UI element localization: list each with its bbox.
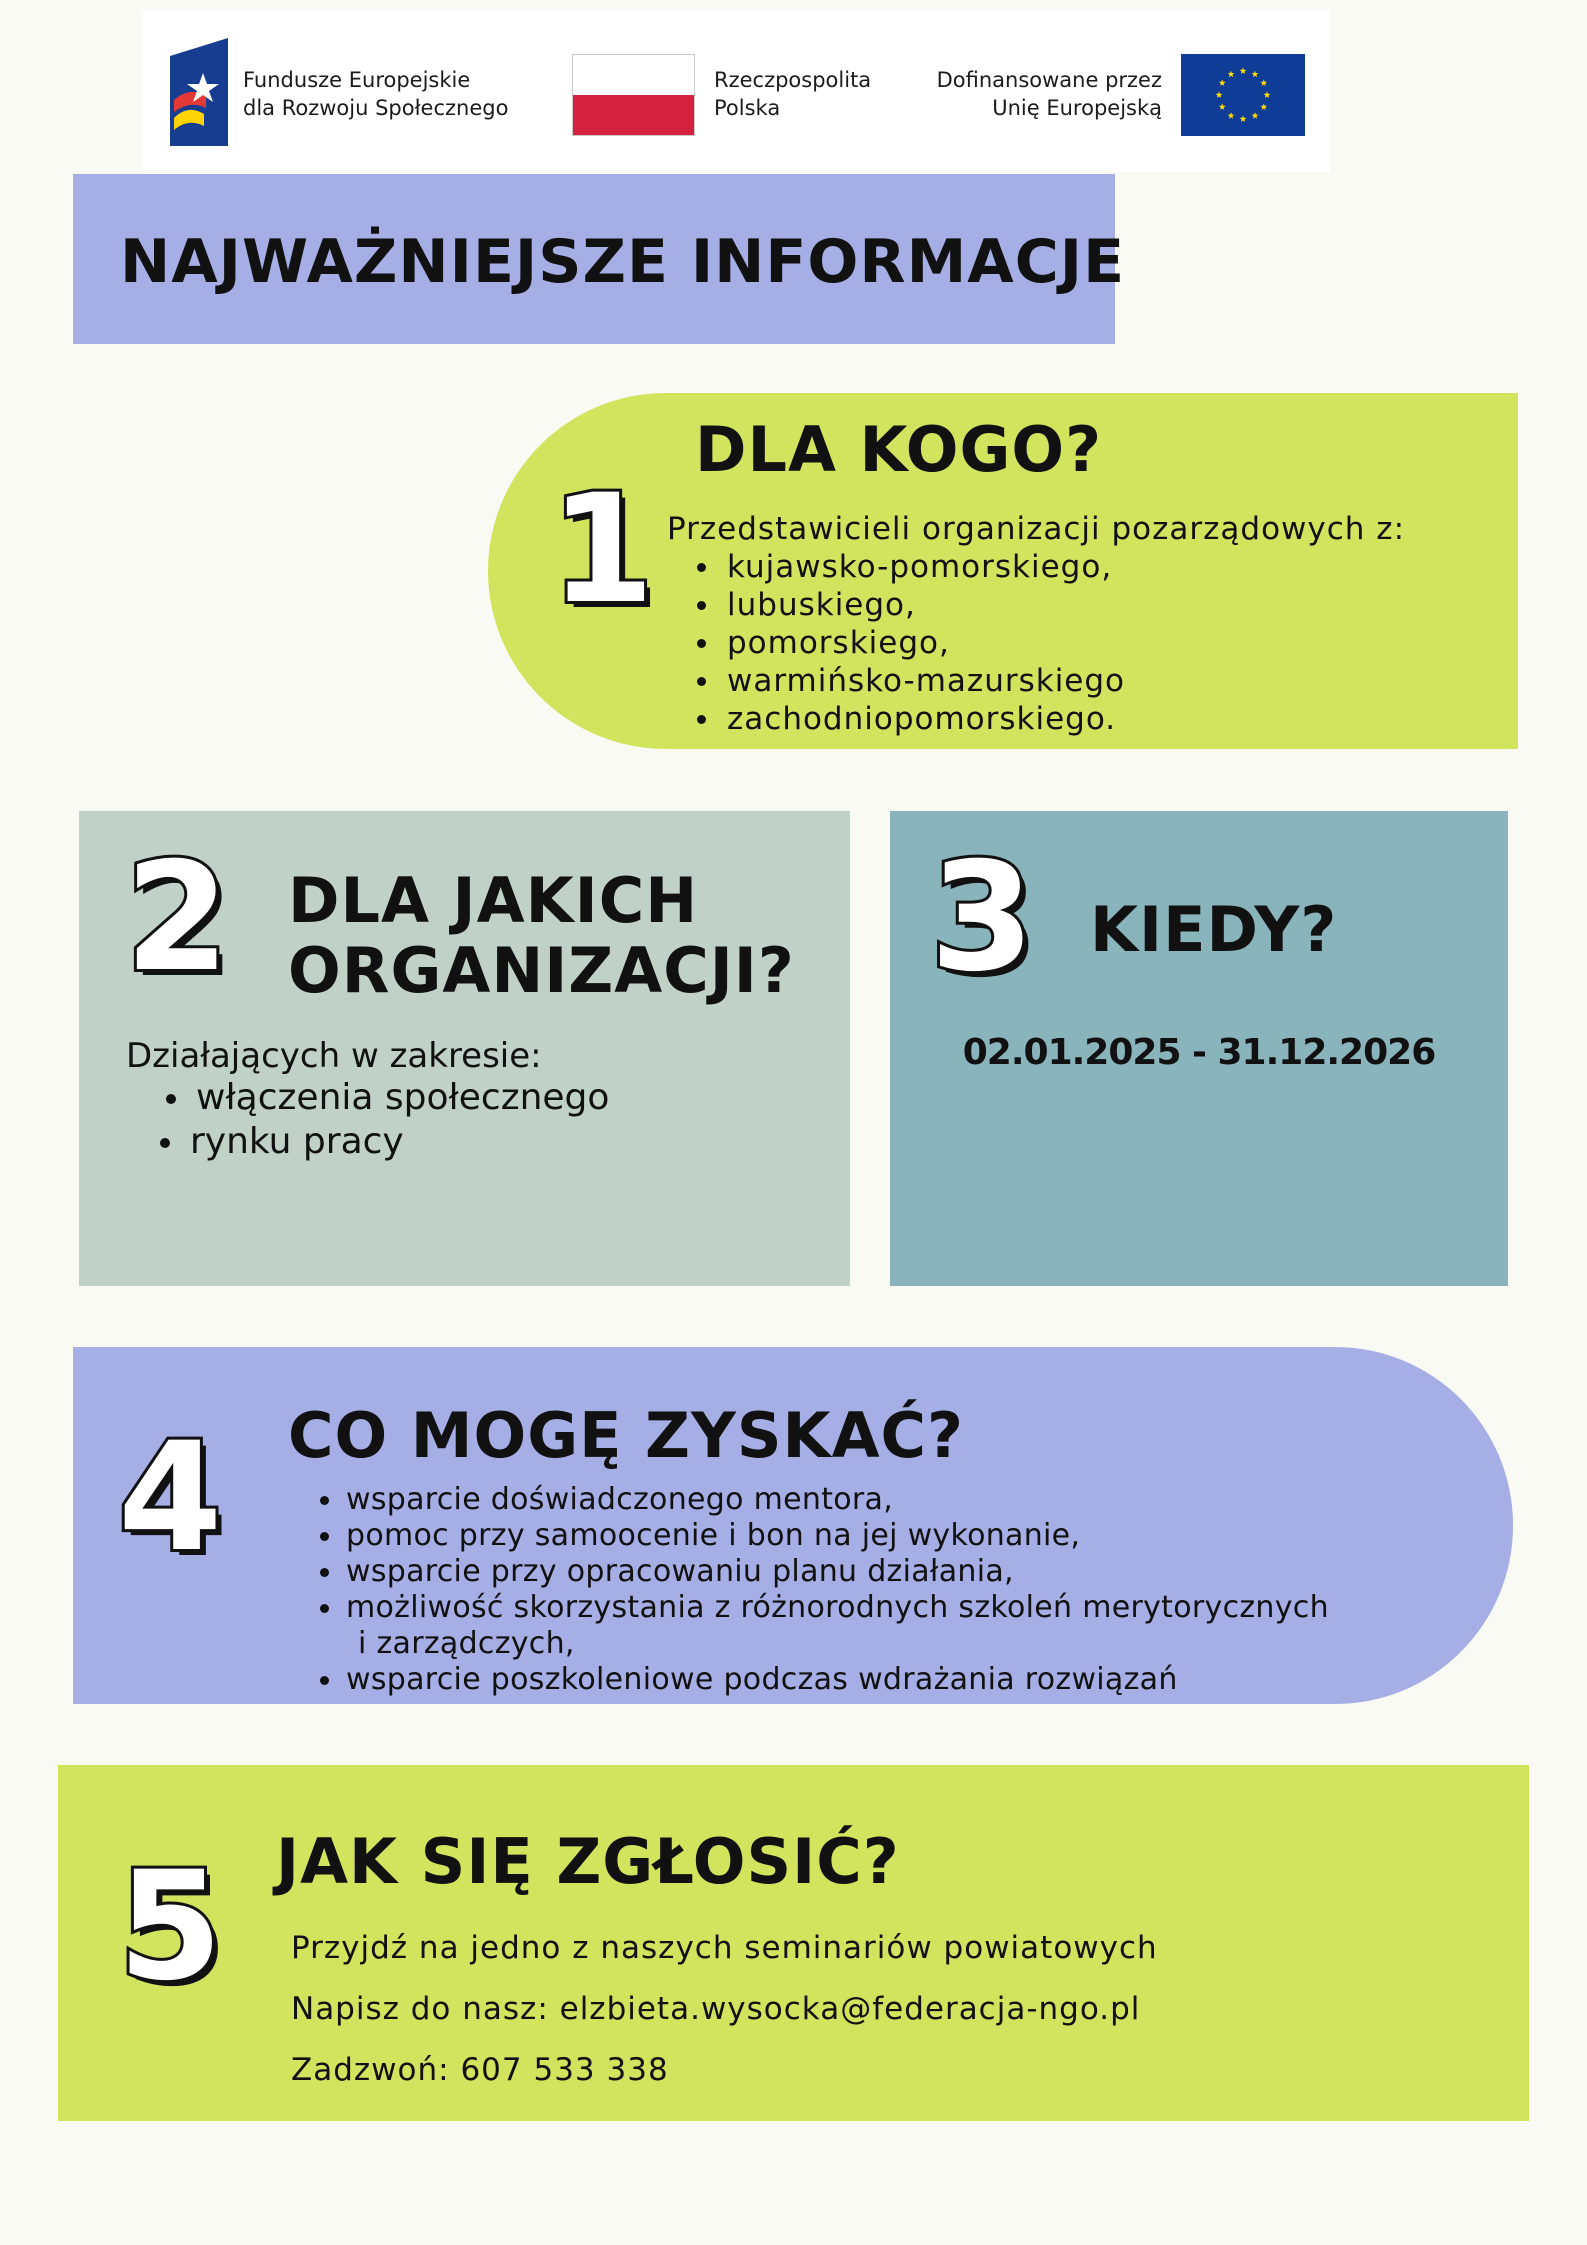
section-2-title-line2: ORGANIZACJI?: [288, 934, 795, 1007]
list-item: pomoc przy samoocenie i bon na jej wykonanie,: [318, 1518, 1329, 1554]
list-item: włączenia społecznego: [158, 1076, 609, 1120]
page-title: NAJWAŻNIEJSZE INFORMACJE: [120, 227, 1126, 297]
section-4-list: [318, 1482, 1329, 1698]
fundusze-europejskie-logo: [170, 38, 228, 146]
contact-seminar-text: Przyjdź na jedno z naszych seminariów powiatowych: [291, 1930, 1158, 1966]
polish-flag-icon: [572, 54, 695, 136]
section-1-list: [693, 548, 1125, 738]
list-item: wsparcie poszkoleniowe podczas wdrażania rozwiązań: [318, 1662, 1329, 1698]
list-item-text: możliwość skorzystania z różnorodnych szkoleń merytorycznych: [346, 1590, 1329, 1625]
eu-logo-line2: Unię Europejską: [992, 96, 1162, 120]
pl-logo-text: [714, 66, 871, 122]
section-2-number: 2: [125, 831, 230, 1005]
section-2-intro: Działających w zakresie:: [126, 1036, 542, 1076]
section-3-number: 3: [930, 831, 1035, 1005]
contact-phone-text[interactable]: Zadzwoń: 607 533 338: [291, 2052, 669, 2088]
section-5-title: JAK SIĘ ZGŁOSIĆ?: [276, 1825, 900, 1898]
list-item: rynku pracy: [152, 1120, 404, 1164]
contact-email-text[interactable]: Napisz do nasz: elzbieta.wysocka@federacja-ngo.pl: [291, 1991, 1141, 2027]
list-item: kujawsko-pomorskiego,: [693, 548, 1125, 586]
list-item: [318, 1590, 1329, 1662]
eu-logo-text: [900, 66, 1162, 122]
section-3-title: KIEDY?: [1090, 893, 1338, 966]
list-item: warmińsko-mazurskiego: [693, 662, 1125, 700]
list-item: zachodniopomorskiego.: [693, 700, 1125, 738]
date-range: 02.01.2025 - 31.12.2026: [962, 1032, 1436, 1073]
section-1-title: DLA KOGO?: [695, 413, 1103, 486]
section-4-title: CO MOGĘ ZYSKAĆ?: [288, 1399, 965, 1472]
pl-logo-line1: Rzeczpospolita: [714, 68, 872, 92]
list-item: lubuskiego,: [693, 586, 1125, 624]
eu-flag-icon: [1181, 54, 1305, 136]
section-1-number: 1: [550, 463, 655, 637]
fe-logo-text: [243, 66, 508, 122]
section-5-number: 5: [118, 1840, 223, 2014]
list-item: pomorskiego,: [693, 624, 1125, 662]
section-2-title-line1: DLA JAKICH: [288, 864, 699, 937]
list-item: wsparcie doświadczonego mentora,: [318, 1482, 1329, 1518]
fe-logo-line1: Fundusze Europejskie: [243, 68, 471, 92]
section-1-intro: Przedstawicieli organizacji pozarządowych z:: [667, 511, 1406, 547]
section-2-title: [288, 866, 795, 1006]
list-item-continuation: i zarządczych,: [358, 1626, 575, 1661]
pl-logo-line2: Polska: [714, 96, 781, 120]
fe-logo-line2: dla Rozwoju Społecznego: [243, 96, 509, 120]
section-4-number: 4: [118, 1411, 223, 1585]
eu-logo-line1: Dofinansowane przez: [936, 68, 1162, 92]
list-item: wsparcie przy opracowaniu planu działania,: [318, 1554, 1329, 1590]
